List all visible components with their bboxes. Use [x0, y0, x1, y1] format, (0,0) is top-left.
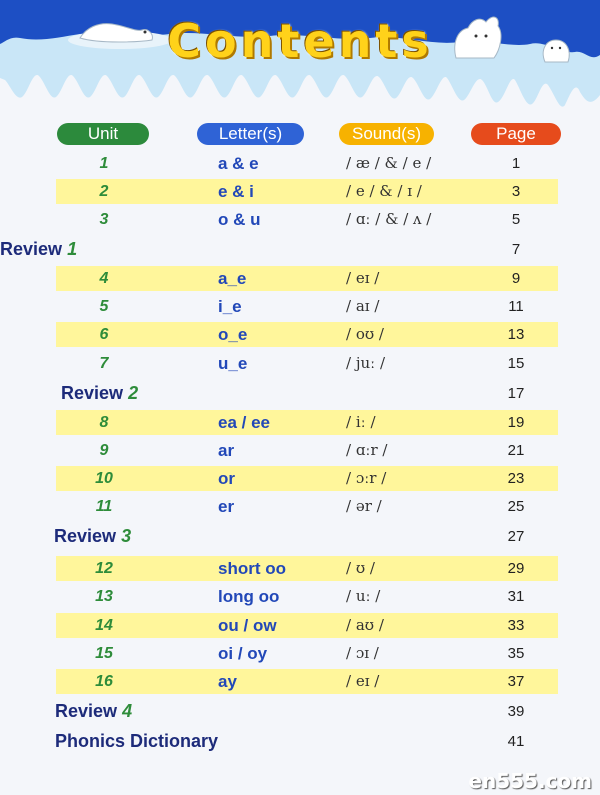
page-number: 35 [507, 645, 525, 662]
review-row [56, 381, 558, 406]
page-number: 3 [511, 183, 521, 200]
sound-cell: / juː / [346, 354, 386, 372]
letters-cell: ea / ee [218, 413, 270, 432]
sound-cell: / ər / [346, 497, 382, 515]
letters-cell: long oo [218, 587, 280, 606]
review-label [55, 729, 218, 754]
page-number: 27 [507, 528, 525, 545]
unit-row [56, 584, 558, 609]
unit-number: 9 [99, 442, 109, 459]
unit-row [56, 351, 558, 376]
review-number: 3 [121, 526, 132, 546]
sound-cell: / ɑː / & / ʌ / [346, 210, 432, 228]
page-number: 5 [511, 211, 521, 228]
unit-number: 16 [95, 673, 113, 690]
sound-cell: / ɔɪ / [346, 644, 379, 662]
unit-number: 4 [99, 270, 109, 287]
unit-row [56, 438, 558, 463]
letters-cell: oi / oy [218, 644, 268, 663]
unit-row [56, 494, 558, 519]
unit-row [56, 322, 558, 347]
sound-cell: / oʊ / [346, 325, 384, 343]
watermark: en555.com [468, 769, 592, 793]
review-label [0, 237, 77, 262]
letters-cell: ou / ow [218, 616, 277, 635]
unit-row [56, 669, 558, 694]
review-title: Review [55, 701, 118, 721]
letters-cell: ar [218, 441, 235, 460]
review-label [55, 699, 132, 724]
unit-row [56, 294, 558, 319]
page-number: 33 [507, 617, 525, 634]
sound-cell: / æ / & / e / [346, 154, 432, 172]
sound-cell: / ʊ / [346, 559, 375, 577]
unit-number: 7 [99, 355, 109, 372]
letters-cell: o_e [218, 325, 248, 344]
page-header: Page [471, 123, 561, 145]
unit-row [56, 641, 558, 666]
review-row [0, 237, 558, 262]
unit-number: 15 [95, 645, 113, 662]
sound-cell: / uː / [346, 587, 381, 605]
unit-number: 1 [99, 155, 109, 172]
page-number: 7 [511, 241, 521, 258]
review-label [61, 381, 138, 406]
unit-number: 2 [99, 183, 109, 200]
unit-number: 8 [99, 414, 109, 431]
unit-number: 12 [95, 560, 113, 577]
letters-cell: short oo [218, 559, 286, 578]
unit-number: 14 [95, 617, 113, 634]
review-number: 1 [67, 239, 78, 259]
page-number: 13 [507, 326, 525, 343]
unit-number: 10 [95, 470, 113, 487]
page-number: 19 [507, 414, 525, 431]
letters-header: Letter(s) [197, 123, 304, 145]
review-row [56, 524, 558, 549]
unit-row [56, 179, 558, 204]
page-title: Contents [167, 14, 433, 68]
unit-row [56, 466, 558, 491]
unit-number: 6 [99, 326, 109, 343]
unit-number: 3 [99, 211, 109, 228]
sound-cell: / ɔːr / [346, 469, 387, 487]
page-number: 31 [507, 588, 525, 605]
letters-cell: a & e [218, 154, 259, 173]
review-title: Review [0, 239, 63, 259]
sound-cell: / e / & / ɪ / [346, 182, 422, 200]
page-number: 17 [507, 385, 525, 402]
unit-row [56, 151, 558, 176]
page-number: 23 [507, 470, 525, 487]
review-title: Review [61, 383, 124, 403]
unit-row [56, 556, 558, 581]
page-number: 1 [511, 155, 521, 172]
page-number: 9 [511, 270, 521, 287]
review-row [56, 729, 558, 754]
page-number: 11 [508, 298, 524, 315]
page-number: 29 [507, 560, 525, 577]
page-number: 25 [507, 498, 525, 515]
page-number: 37 [507, 673, 525, 690]
sound-cell: / aɪ / [346, 297, 380, 315]
sound-cell: / aʊ / [346, 616, 384, 634]
page-number: 15 [507, 355, 525, 372]
review-number: 2 [128, 383, 139, 403]
letters-cell: u_e [218, 354, 248, 373]
unit-number: 13 [95, 588, 113, 605]
unit-row [56, 266, 558, 291]
review-row [56, 699, 558, 724]
page-number: 21 [507, 442, 525, 459]
review-title: Phonics Dictionary [55, 731, 219, 751]
letters-cell: e & i [218, 182, 254, 201]
sound-cell: / eɪ / [346, 269, 380, 287]
sound-cell: / iː / [346, 413, 376, 431]
unit-row [56, 613, 558, 638]
letters-cell: i_e [218, 297, 242, 316]
letters-cell: ay [218, 672, 237, 691]
page-number: 41 [507, 733, 525, 750]
letters-cell: a_e [218, 269, 247, 288]
page-number: 39 [507, 703, 525, 720]
review-number: 4 [122, 701, 133, 721]
letters-cell: er [218, 497, 235, 516]
letters-cell: or [218, 469, 235, 488]
unit-row [56, 410, 558, 435]
sound-cell: / eɪ / [346, 672, 380, 690]
sounds-header: Sound(s) [339, 123, 434, 145]
review-label [54, 524, 131, 549]
unit-number: 5 [99, 298, 109, 315]
unit-number: 11 [95, 498, 113, 515]
unit-header: Unit [57, 123, 149, 145]
letters-cell: o & u [218, 210, 261, 229]
review-title: Review [54, 526, 117, 546]
sound-cell: / ɑːr / [346, 441, 388, 459]
unit-row [56, 207, 558, 232]
